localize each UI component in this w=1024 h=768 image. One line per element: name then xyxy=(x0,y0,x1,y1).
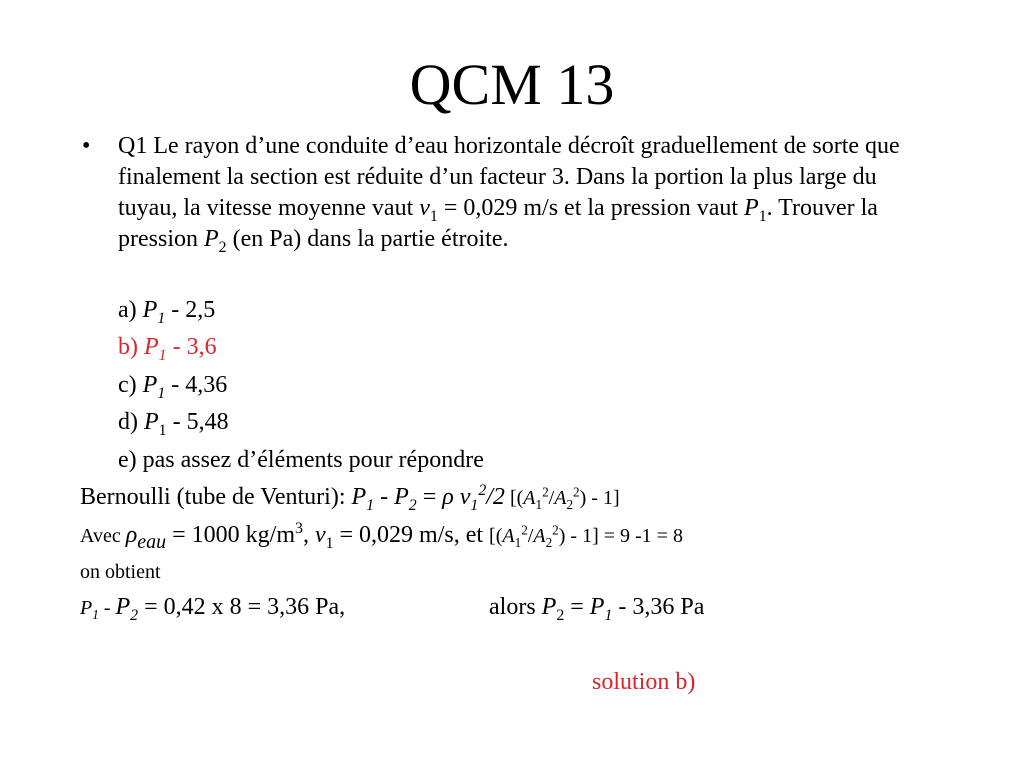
option-a: a) $P_1 - 2,5$ xyxy=(118,297,216,327)
result-alors: alors $P_2 = P_1 - 3,36$ Pa xyxy=(489,594,705,624)
bernoulli-formula: Bernoulli (tube de Venturi): $P_1 - P_2 = \rho$ $v_1^2/2$ $[(A_1^2/A_2^2) - 1]$ xyxy=(80,482,620,514)
option-c: c) $P_1 - 4,36$ xyxy=(118,372,228,402)
result-line: $P_1 - P_2 = 0,42$ x 8 = 3,36 Pa, xyxy=(80,594,346,624)
option-d: d) $P_1 - 5,48$ xyxy=(118,409,229,439)
slide-title: QCM 13 xyxy=(409,52,615,117)
question-text: Q1 Le rayon d’une conduite d’eau horizontale décroît graduellement de sorte que finalement la section est réduite d’un facteur 3. Dans la portion la plus large du tuyau, la vitesse moyenne vaut $v_1 = 0,029$ m/s et la pression vaut $P_1$. Trouver la pression $P_2$ (en Pa) dans la partie étroite. xyxy=(118,133,900,256)
option-b: b) $P_1 - 3,6$ xyxy=(118,334,217,364)
bullet-marker: • xyxy=(82,133,91,159)
on-obtient: on obtient xyxy=(80,561,161,583)
solution-label: solution b) xyxy=(592,669,696,695)
avec-line: Avec $\rho_{eau} = 1000$ $kg/m^3$, $v_1 = 0,029$ m/s, et $[(A_1^2/A_2^2) - 1] = 9$ -1 = 8 xyxy=(80,520,683,553)
option-e: e) pas assez d’éléments pour répondre xyxy=(118,447,484,473)
